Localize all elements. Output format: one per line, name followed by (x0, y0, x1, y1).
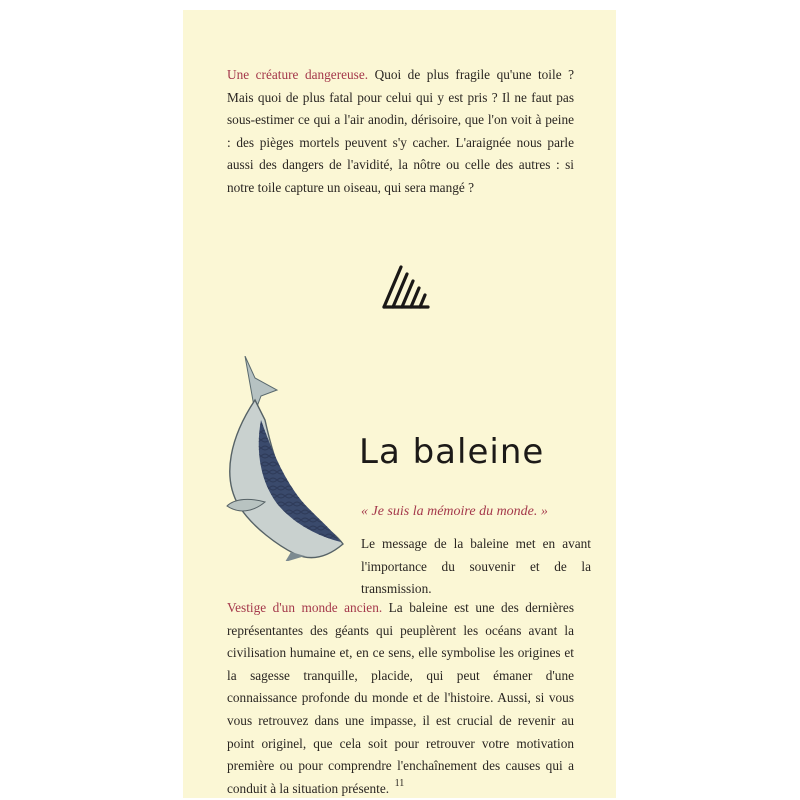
spiderweb-triangle-icon (381, 261, 431, 311)
paragraph-whale-vestige (227, 597, 574, 800)
book-page (183, 10, 616, 798)
paragraph-lead: Vestige d'un monde ancien. (227, 600, 383, 615)
paragraph-body: Quoi de plus fragile qu'une toile ? Mais quoi de plus fatal pour celui qui y est pris ? Il ne faut pas sous-estimer ce qui a l'air anodin, dérisoire, que l'on voit à peine : des pièges mortels peuvent s'y cacher. L'araignée nous parle aussi des dangers de l'avidité, la nôtre ou celle des autres : si notre toile capture un oiseau, qui sera mangé ? (227, 67, 574, 195)
page-number: 11 (394, 778, 405, 789)
whale-quote: « Je suis la mémoire du monde. » (361, 504, 548, 519)
page-title: La baleine (359, 432, 545, 472)
whale-illustration-icon (221, 356, 353, 561)
paragraph-spider-danger (227, 64, 574, 200)
paragraph-lead: Une créature dangereuse. (227, 67, 369, 82)
paragraph-intro: Le message de la baleine met en avant l'importance du souvenir et de la transmission. (361, 536, 591, 597)
paragraph-body: La baleine est une des dernières représentantes des géants qui peuplèrent les océans avant la civilisation humaine et, en ce sens, elle symbolise les origines et la sagesse tranquille, placide, qui peut émaner d'une connaissance profonde du monde et de l'histoire. Aussi, si vous vous retrouvez dans une impasse, il est crucial de revenir au point originel, que cela soit pour retrouver votre motivation première ou pour comprendre l'enchaînement des causes qui a conduit à la situation présente. (227, 600, 574, 796)
